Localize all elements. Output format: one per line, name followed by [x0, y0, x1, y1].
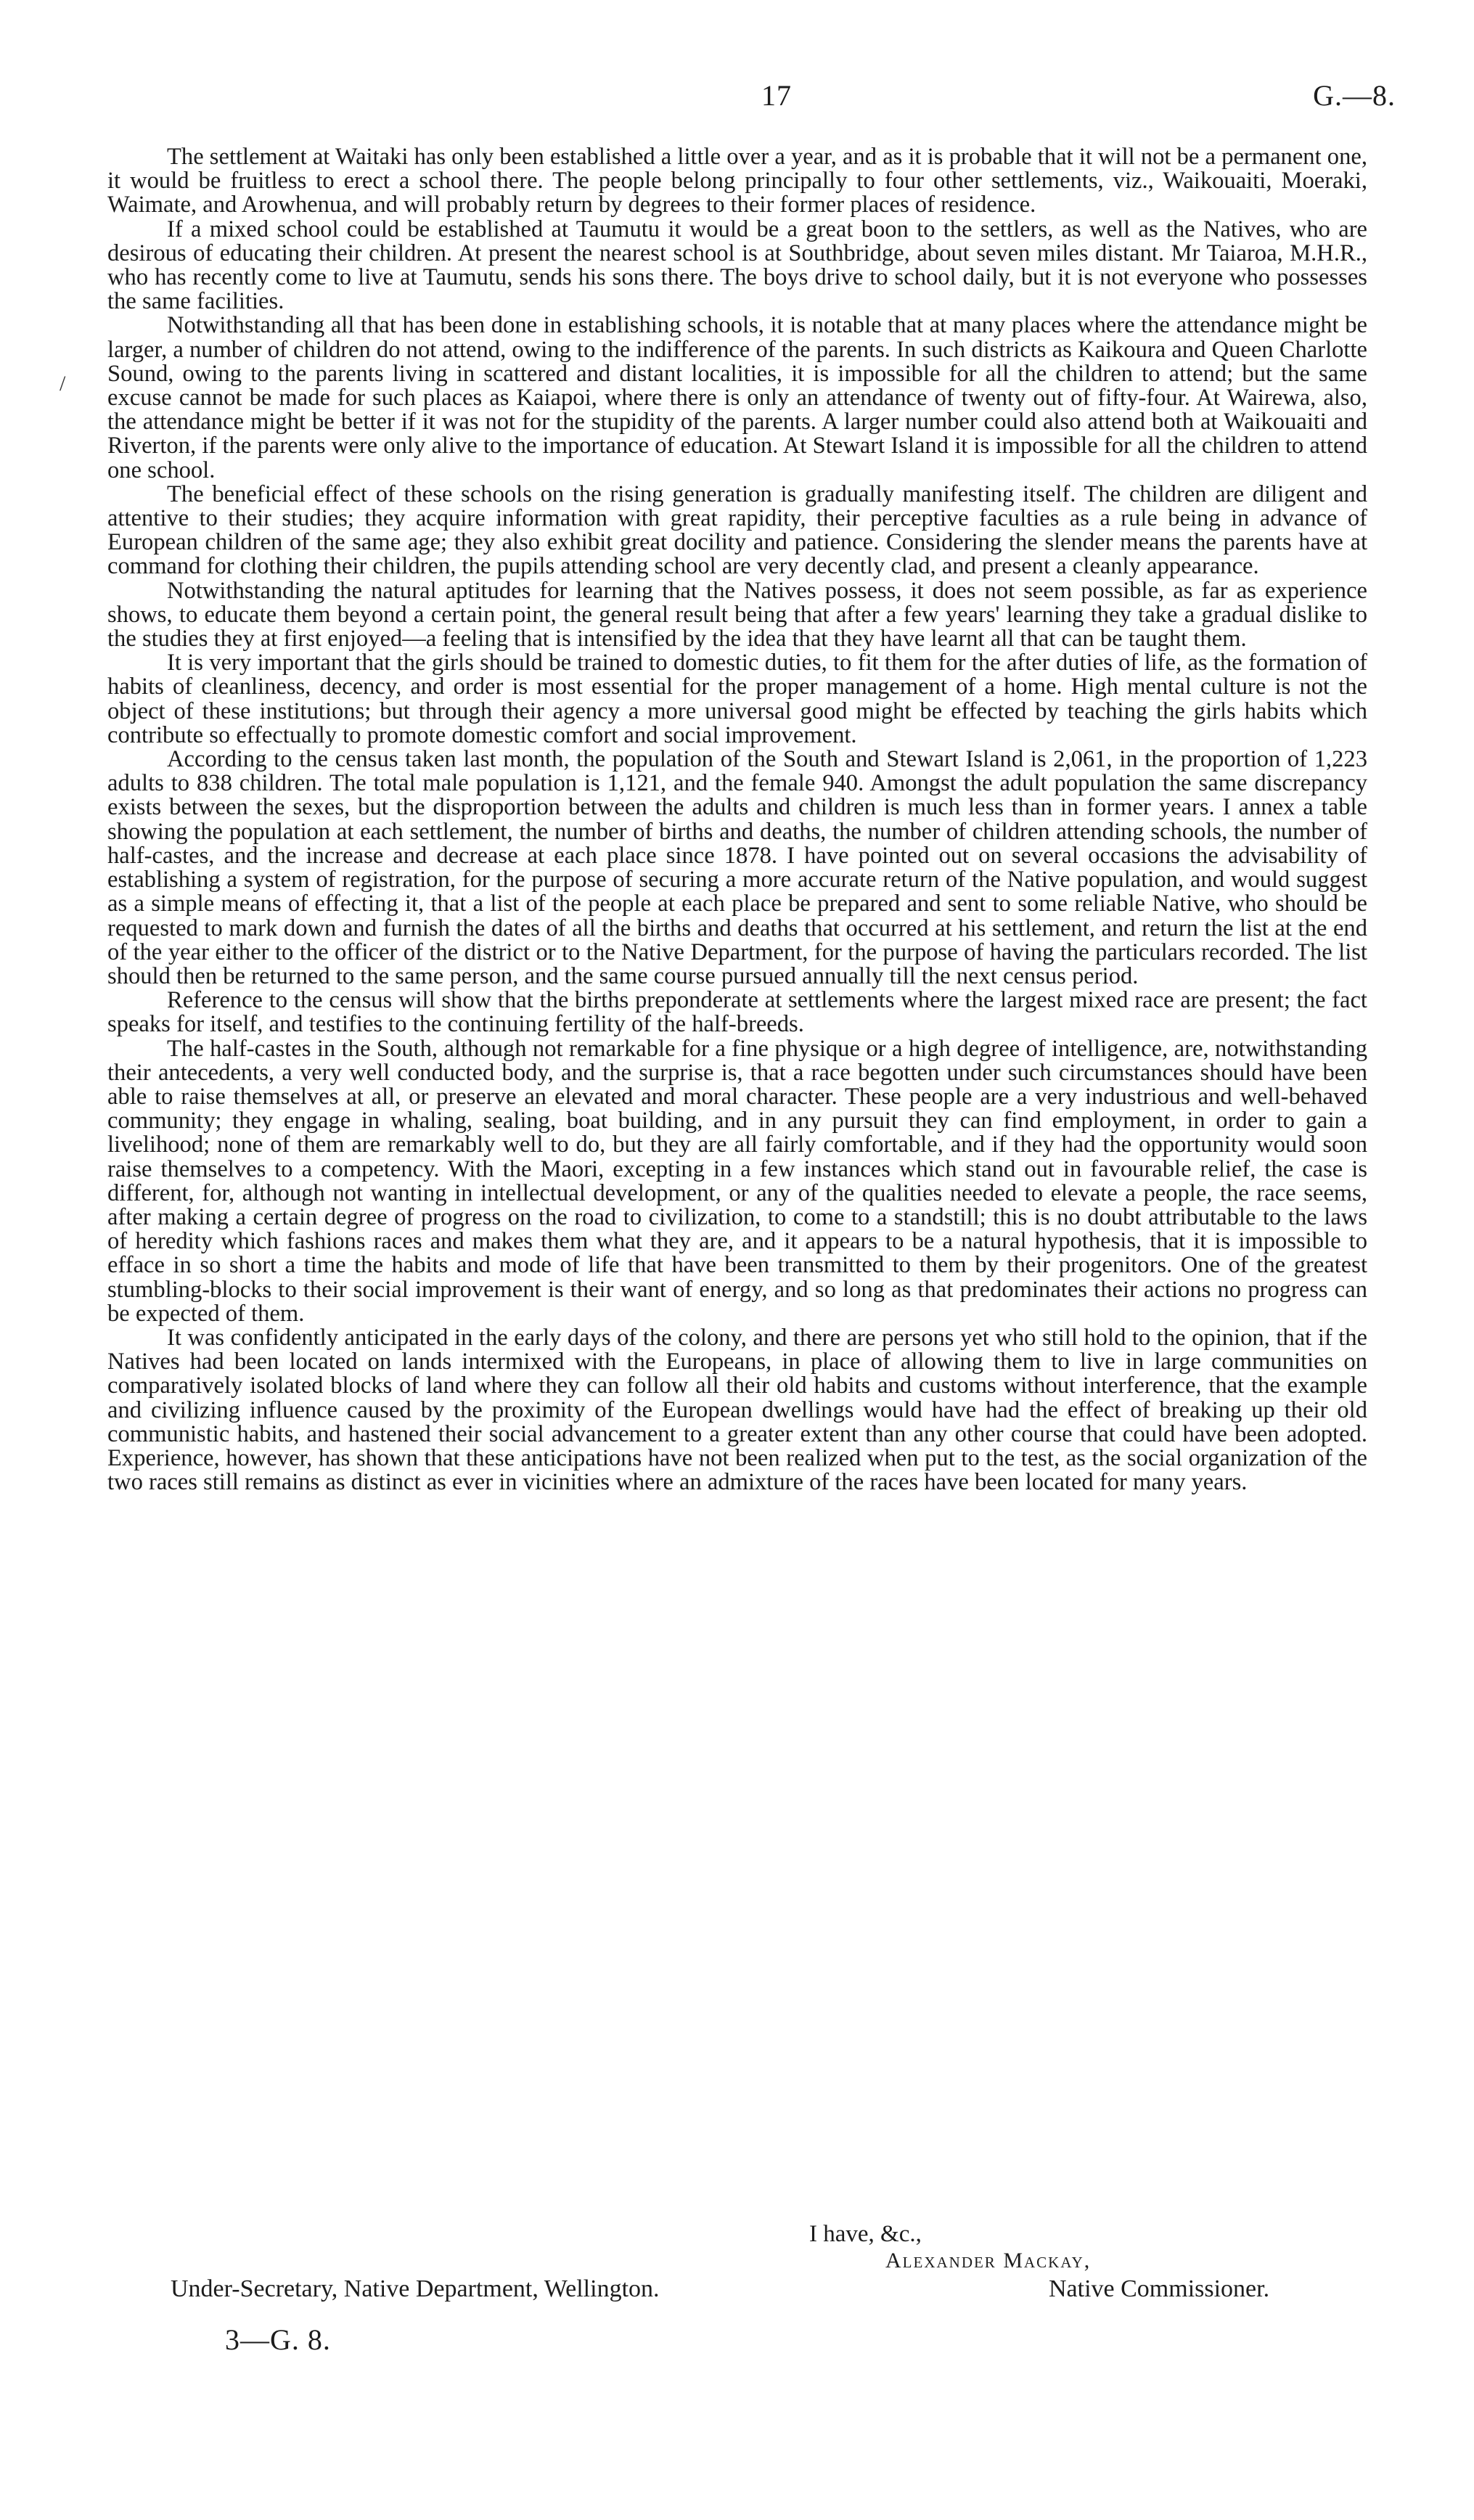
paragraph: The settlement at Waitaki has only been established a little over a year, and as it is probable that it will not be a permanent one, it would be fruitless to erect a school there. The people belong principally to four other settlements, viz., Waikouaiti, Moeraki, Waimate, and Arowhenua, and will probably return by degrees to their former places of residence. — [107, 144, 1367, 218]
signatory-name: Alexander Mackay, — [885, 2249, 1092, 2272]
paragraph: The beneficial effect of these schools on the rising generation is gradually manifesting itself. The children are diligent and attentive to their studies; they acquire information with great rapidity, their perceptive faculties as a rule being in advance of European children of the same age; they also exhibit great docility and patience. Considering the slender means the parents have at command for clothing their children, the pupils attending school are very decently clad, and present a cleanly appearance. — [107, 480, 1367, 580]
paragraph: If a mixed school could be established at Taumutu it would be a great boon to the settlers, as well as the Natives, who are desirous of educating their children. At present the nearest school is at Southbridge, about seven miles distant. Mr Taiaroa, M.H.R., who has recently come to live at Taumutu, sends his sons there. The boys drive to school daily, but it is not everyone who possesses the same facilities. — [107, 216, 1367, 315]
addressee: Under-Secretary, Native Department, Wellington. — [171, 2275, 660, 2302]
paragraph: The half-castes in the South, although not remarkable for a fine physique or a high degree of intelligence, are, notwithstanding their antecedents, a very well conducted body, and the surprise is, that a race begotten under such circumstances should have been able to raise themselves at all, or preserve an elevated and moral character. These people are a very industrious and well-behaved community; they engage in whaling, sealing, boat building, and in any pursuit they can find employment, in order to gain a livelihood; none of them are remarkably well to do, but they are all fairly comfortable, and if they had the opportunity would soon raise themselves to a competency. With the Maori, excepting in a few instances which stand out in favourable relief, the case is different, for, although not wanting in intellectual development, or any of the qualities needed to elevate a people, the race seems, after making a certain degree of progress on the road to civilization, to come to a standstill; this is no doubt attributable to the laws of heredity which fashions races and makes them what they are, and it appears to be a natural hypothesis, that it is impossible to efface in so short a time the habits and mode of life that have been transmitted to them by their progenitors. One of the greatest stumbling-blocks to their social improvement is their want of energy, and so long as that predominates their actions no progress can be expected of them. — [107, 1035, 1367, 1327]
paragraph: Notwithstanding all that has been done in establishing schools, it is notable that at many places where the attendance might be larger, a number of children do not attend, owing to the indifference of the parents. In such districts as Kaikoura and Queen Charlotte Sound, owing to the parents living in scattered and distant localities, it is impossible for all the children to attend; but the same excuse cannot be made for such places as Kaiapoi, where there is only an attendance of twenty out of fifty-four. At Wairewa, also, the attendance might be better if it was not for the stupidity of the parents. A larger number could also attend both at Waikouaiti and Riverton, if the parents were only alive to the importance of education. At Stewart Island it is impossible for all the children to attend one school. — [107, 312, 1367, 483]
document-reference: G.—8. — [1313, 79, 1396, 112]
margin-mark: / — [60, 372, 66, 396]
paragraph: Notwithstanding the natural aptitudes for learning that the Natives possess, it does not seem possible, as far as experience shows, to educate them beyond a certain point, the general result being that after a few years' learning they take a gradual dislike to the studies they at first enjoyed—a feeling that is intensified by the idea that they have learnt all that can be taught them. — [107, 577, 1367, 652]
page-number: 17 — [761, 79, 792, 112]
paragraph: It is very important that the girls should be trained to domestic duties, to fit them for the after duties of life, as the formation of habits of cleanliness, decency, and order is most essential for the proper management of a home. High mental culture is not the object of these institutions; but through their agency a more universal good might be effected by teaching the girls habits which contribute so effectually to promote domestic comfort and social improvement. — [107, 650, 1367, 748]
paragraph: According to the census taken last month, the population of the South and Stewart Island is 2,061, in the proportion of 1,223 adults to 838 children. The total male population is 1,121, and the female 940. Amongst the adult population the same discrepancy exists between the sexes, but the disproportion between the adults and children is much less than in former years. I annex a table showing the population at each settlement, the number of births and deaths, the number of children attending schools, the number of half-castes, and the increase and decrease at each place since 1878. I have pointed out on several occasions the advisability of establishing a system of registration, for the purpose of securing a more accurate return of the Native population, and would suggest as a simple means of effecting it, that a list of the people at each place be prepared and sent to some reliable Native, who should be requested to mark down and furnish the dates of all the births and deaths that occurred at his settlement, and return the list at the end of the year either to the officer of the district or to the Native Department, for the purpose of having the particulars recorded. The list should then be returned to the same person, and the same course pursued annually till the next census period. — [107, 746, 1367, 989]
body-text — [107, 145, 1367, 1494]
sheet-signature-mark: 3—G. 8. — [225, 2323, 331, 2356]
paragraph: It was confidently anticipated in the early days of the colony, and there are persons yet who still hold to the opinion, that if the Natives had been located on lands intermixed with the Europeans, in place of allowing them to live in large communities on comparatively isolated blocks of land where they can follow all their old habits and customs without interference, that the example and civilizing influence caused by the proximity of the European dwellings would have had the effect of breaking up their old communistic habits, and hastened their social advancement to a greater extent than any other course that could have been adopted. Experience, however, has shown that these anticipations have not been realized when put to the test, as the social organization of the two races still remains as distinct as ever in vicinities where an admixture of the races have been located for many years. — [107, 1324, 1367, 1496]
valediction: I have, &c., — [809, 2221, 922, 2247]
paragraph: Reference to the census will show that the births preponderate at settlements where the largest mixed race are present; the fact speaks for itself, and testifies to the continuing fertility of the half-breeds. — [107, 987, 1367, 1038]
signatory-title: Native Commissioner. — [1049, 2275, 1270, 2302]
